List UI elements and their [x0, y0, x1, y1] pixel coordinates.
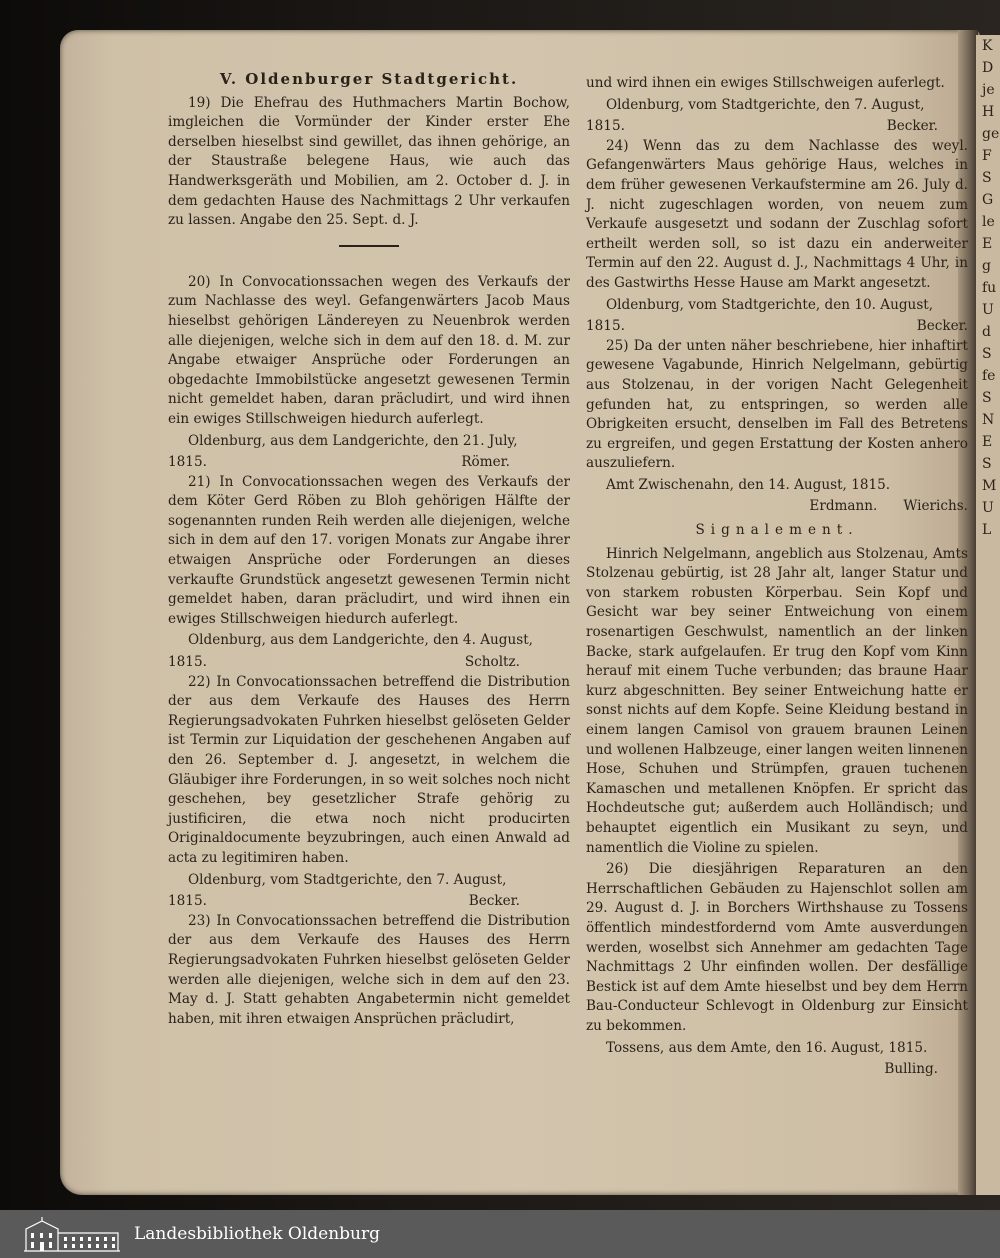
notice-23: 23) In Convocationssachen betreffend die Distribution der aus dem Verkaufe des Hauses des Herrn Regierungsadvokaten Fuhrken hieselbst gelöseten Gelder werden alle diejenigen, welche sich in dem auf den 23. May d. J. Statt gehabten Angabetermin nicht gemeldet haben, mit ihren etwaigen Ansprüchen präcludirt,	[168, 912, 570, 1027]
notice-26: 26) Die diesjährigen Reparaturen an den Herrschaftlichen Gebäuden zu Hajenschlot sollen am 29. August d. J. in Borchers Wirthshause zu Tossens öffentlich mindestfordernd vom Amte ausverdungen werden, woselbst sich Annehmer am gedachten Tage Nachmittags 2 Uhr einfinden wollen. Der desfällige Bestick ist auf dem Amte hieselbst und bey dem Herrn Bau-Conducteur Schlevogt in Oldenburg zur Einsicht zu bekommen.	[586, 861, 968, 1034]
notice-22-signer: Becker.	[468, 893, 520, 910]
next-page-fragment: D	[982, 60, 994, 76]
notice-22-year: 1815.	[168, 893, 207, 910]
notice-24-year: 1815.	[586, 318, 625, 335]
next-page-fragment: ge	[982, 126, 1000, 142]
notice-20-signer: Römer.	[461, 454, 510, 471]
next-page-fragment: E	[982, 236, 993, 252]
next-page-fragment: N	[982, 412, 995, 428]
right-column	[586, 74, 968, 1080]
next-page-fragment: S	[982, 346, 992, 362]
notice-20-year: 1815.	[168, 454, 207, 471]
next-page-fragment: d	[982, 324, 991, 340]
signalement-text: Hinrich Nelgelmann, angeblich aus Stolzenau, Amts Stolzenau gebürtig, ist 28 Jahr alt, langer Statur und von starkem robusten Körperbau. Sein Kopf und Gesicht war bey seiner Entweichung von einem rosenartigen Geschwulst, namentlich an der linken Backe, stark aufgelaufen. Er trug den Kopf vom Kinn herauf mit einem Tuche verbunden; das braune Haar kurz abgeschnitten. Bey seiner Entweichung hatte er sonst nichts auf dem Kopfe. Seine Kleidung bestand in einem langen Camisol von grauem braunen Leinen und wollenen Halbzeuge, einer langen weiten linnenen Hose, Schuhen und Strümpfen, grauen tuchenen Kamaschen und metallenen Knöpfen. Er spricht das Hochdeutsche gut; außerdem auch Holländisch; und behauptet eigentlich ein Musikant zu seyn, und namentlich die Violine zu spielen.	[586, 545, 968, 856]
section-heading: V. Oldenburger Stadtgericht.	[219, 70, 519, 88]
separator-rule	[339, 245, 399, 247]
notice-25-place: Amt Zwischenahn, den 14. August, 1815.	[606, 476, 891, 493]
notice-19: 19) Die Ehefrau des Huthmachers Martin Bochow, imgleichen die Vormünder der Kinder erster Ehe derselben hieselbst sind gewillet, das ihnen gehörige, an der Staustraße belegene Haus, wie auch das Handwerksgeräth und Mobilien, am 2. October d. J. in dem gedachten Hause des Nachmittags 2 Uhr verkaufen zu lassen. Angabe den 25. Sept. d. J.	[168, 94, 570, 229]
notice-25-signer-1: Erdmann.	[809, 498, 878, 515]
notice-23-signature	[586, 117, 968, 137]
next-page-edge	[976, 35, 1000, 1195]
notice-24-signature	[586, 317, 968, 337]
next-page-fragment: S	[982, 456, 992, 472]
notice-21-signer: Scholtz.	[464, 654, 520, 671]
footer-bar	[0, 1210, 1000, 1258]
notice-24: 24) Wenn das zu dem Nachlasse des weyl. Gefangenwärters Maus gehörige Haus, welches in dem früher gewesenen Verkaufstermine am 26. July d. J. nicht zugeschlagen worden, von neuem zum Verkaufe ausgesetzt und sodann der Zuschlag sofort ertheilt werden soll, so ist dazu ein anderweiter Termin auf den 22. August d. J., Nachmittags 4 Uhr, in des Gastwirths Hesse Hause am Markt angesetzt.	[586, 137, 968, 291]
notice-22-signature	[168, 892, 570, 912]
notice-24-place: Oldenburg, vom Stadtgerichte, den 10. August,	[606, 296, 934, 313]
notice-25-signature	[586, 497, 968, 517]
library-building-icon	[22, 1215, 122, 1253]
left-column	[168, 70, 570, 1031]
next-page-fragment: M	[982, 478, 997, 494]
notice-23-signer: Becker.	[886, 118, 938, 135]
next-page-fragment: je	[982, 82, 995, 98]
notice-23-year: 1815.	[586, 118, 625, 135]
notice-22-place: Oldenburg, vom Stadtgerichte, den 7. August,	[188, 871, 507, 888]
signalement-title: Signalement.	[695, 522, 859, 539]
next-page-fragment: g	[982, 258, 991, 274]
notice-26-signer: Bulling.	[884, 1061, 938, 1078]
notice-23-continuation: und wird ihnen ein ewiges Stillschweigen auferlegt.	[586, 75, 945, 91]
next-page-fragment: le	[982, 214, 995, 230]
notice-21-place: Oldenburg, aus dem Landgerichte, den 4. August,	[188, 632, 534, 649]
notice-25-signer-2: Wierichs.	[903, 498, 968, 515]
notice-21-signature	[168, 653, 570, 673]
notice-22: 22) In Convocationssachen betreffend die Distribution der aus dem Verkaufe des Hauses des Herrn Regierungsadvokaten Fuhrken hieselbst gelöseten Gelder ist Termin zur Liquidation der geschehenen Angaben auf den 26. September d. J. angesetzt, in welchem die Gläubiger ihre Forderungen, in so weit solches noch nicht geschehen, bey gesetzlicher Strafe gehörig zu justificiren, die etwa noch nicht producirten Originaldocumente beyzubringen, auch einen Anwald ad acta zu legitimiren haben.	[168, 673, 570, 866]
notice-21: 21) In Convocationssachen wegen des Verkaufs der dem Köter Gerd Röben zu Bloh gehörigen Hälfte der sogenannten runden Reih werden alle diejenigen, welche sich in dem auf den 17. vorigen Monats zur Angabe ihrer etwaigen Ansprüche oder Forderungen an dieses verkaufte Grundstück angesetzt gewesenen Termin nicht gemeldet haben, daran präcludirt, und wird ihnen ein ewiges Stillschweigen hiedurch auferlegt.	[168, 473, 570, 627]
next-page-fragment: S	[982, 170, 992, 186]
next-page-fragment: U	[982, 500, 994, 516]
notice-25: 25) Da der unten näher beschriebene, hier inhaftirt gewesene Vagabunde, Hinrich Nelgelmann, gebürtig aus Stolzenau, in der vorigen Nacht Gelegenheit gefunden hat, zu entspringen, so werden alle Obrigkeiten ersucht, denselben im Fall des Betretens zu ergreifen, und gegen Erstattung der Kosten anhero auszuliefern.	[586, 337, 968, 472]
next-page-fragment: U	[982, 302, 994, 318]
next-page-fragment: fu	[982, 280, 997, 296]
notice-26-signature	[586, 1060, 968, 1080]
next-page-fragment: G	[982, 192, 994, 208]
next-page-fragment: L	[982, 522, 992, 538]
next-page-fragment: F	[982, 148, 992, 164]
library-name: Landesbibliothek Oldenburg	[134, 1224, 381, 1244]
notice-20: 20) In Convocationssachen wegen des Verkaufs der zum Nachlasse des weyl. Gefangenwärters Jacob Maus hieselbst gehörigen Ländereyen zu Neuenbrok werden alle diejenigen, welche sich in dem auf den 18. d. M. zur Angabe etwaiger Ansprüche oder Forderungen an obgedachte Immobilstücke angesetzt gewesenen Termin nicht gemeldet haben, daran präcludirt, und wird ihnen ein ewiges Stillschweigen hiedurch auferlegt.	[168, 273, 570, 427]
notice-24-signer: Becker.	[916, 318, 968, 335]
notice-26-place: Tossens, aus dem Amte, den 16. August, 1815.	[606, 1039, 928, 1056]
next-page-fragment: K	[982, 38, 993, 54]
notice-20-signature	[168, 453, 570, 473]
notice-23-place: Oldenburg, vom Stadtgerichte, den 7. August,	[606, 96, 925, 113]
next-page-fragment: S	[982, 390, 992, 406]
next-page-fragment: E	[982, 434, 993, 450]
next-page-fragment: H	[982, 104, 995, 120]
notice-21-year: 1815.	[168, 654, 207, 671]
notice-20-place: Oldenburg, aus dem Landgerichte, den 21. July,	[188, 432, 518, 449]
next-page-fragment: fe	[982, 368, 996, 384]
